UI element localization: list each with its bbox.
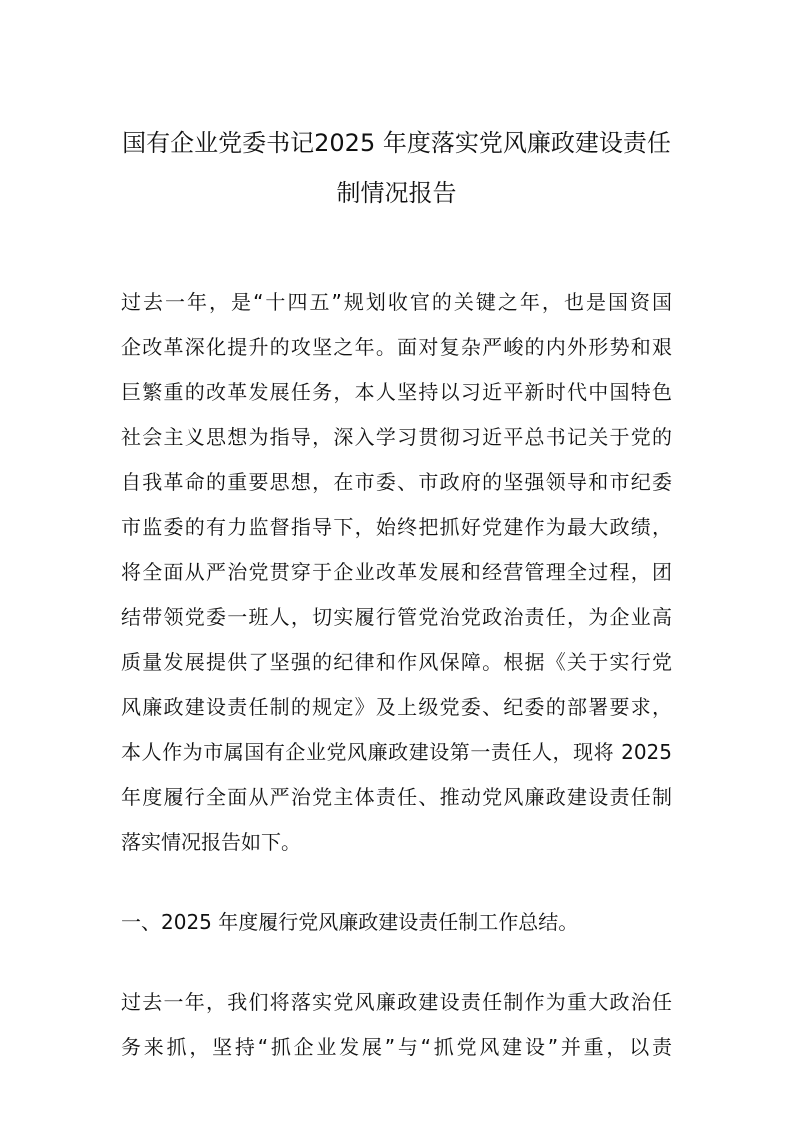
- paragraph-line: 将全面从严治党贯穿于企业改革发展和经营管理全过程，团: [121, 560, 672, 584]
- paragraph-line: 巨繁重的改革发展任务，本人坚持以习近平新时代中国特色: [121, 380, 672, 404]
- paragraph-line: 市监委的有力监督指导下，始终把抓好党建作为最大政绩，: [121, 515, 672, 539]
- document-title-line-1: 国有企业党委书记2025 年度落实党风廉政建设责任: [122, 129, 671, 157]
- document-title-line-2: 制情况报告: [336, 179, 457, 207]
- paragraph-line: 落实情况报告如下。: [121, 830, 301, 854]
- paragraph-line: 务来抓，坚持“抓企业发展”与“抓党风建设”并重，以责: [121, 1035, 672, 1059]
- paragraph-line: 社会主义思想为指导，深入学习贯彻习近平总书记关于党的: [121, 425, 672, 449]
- paragraph-line: 过去一年，是“十四五”规划收官的关键之年，也是国资国: [121, 290, 672, 314]
- paragraph-line: 年度履行全面从严治党主体责任、推动党风廉政建设责任制: [121, 785, 672, 809]
- paragraph-line: 过去一年，我们将落实党风廉政建设责任制作为重大政治任: [121, 990, 672, 1014]
- paragraph-line: 企改革深化提升的攻坚之年。面对复杂严峻的内外形势和艰: [121, 335, 672, 359]
- paragraph-line: 结带领党委一班人，切实履行管党治党政治责任，为企业高: [121, 605, 672, 629]
- paragraph-line: 自我革命的重要思想，在市委、市政府的坚强领导和市纪委: [121, 470, 672, 494]
- paragraph-line: 本人作为市属国有企业党风廉政建设第一责任人，现将 2025: [121, 740, 672, 764]
- section-heading: 一、2025 年度履行党风廉政建设责任制工作总结。: [121, 910, 579, 934]
- paragraph-line: 质量发展提供了坚强的纪律和作风保障。根据《关于实行党: [121, 650, 672, 674]
- paragraph-line: 风廉政建设责任制的规定》及上级党委、纪委的部署要求，: [121, 695, 672, 719]
